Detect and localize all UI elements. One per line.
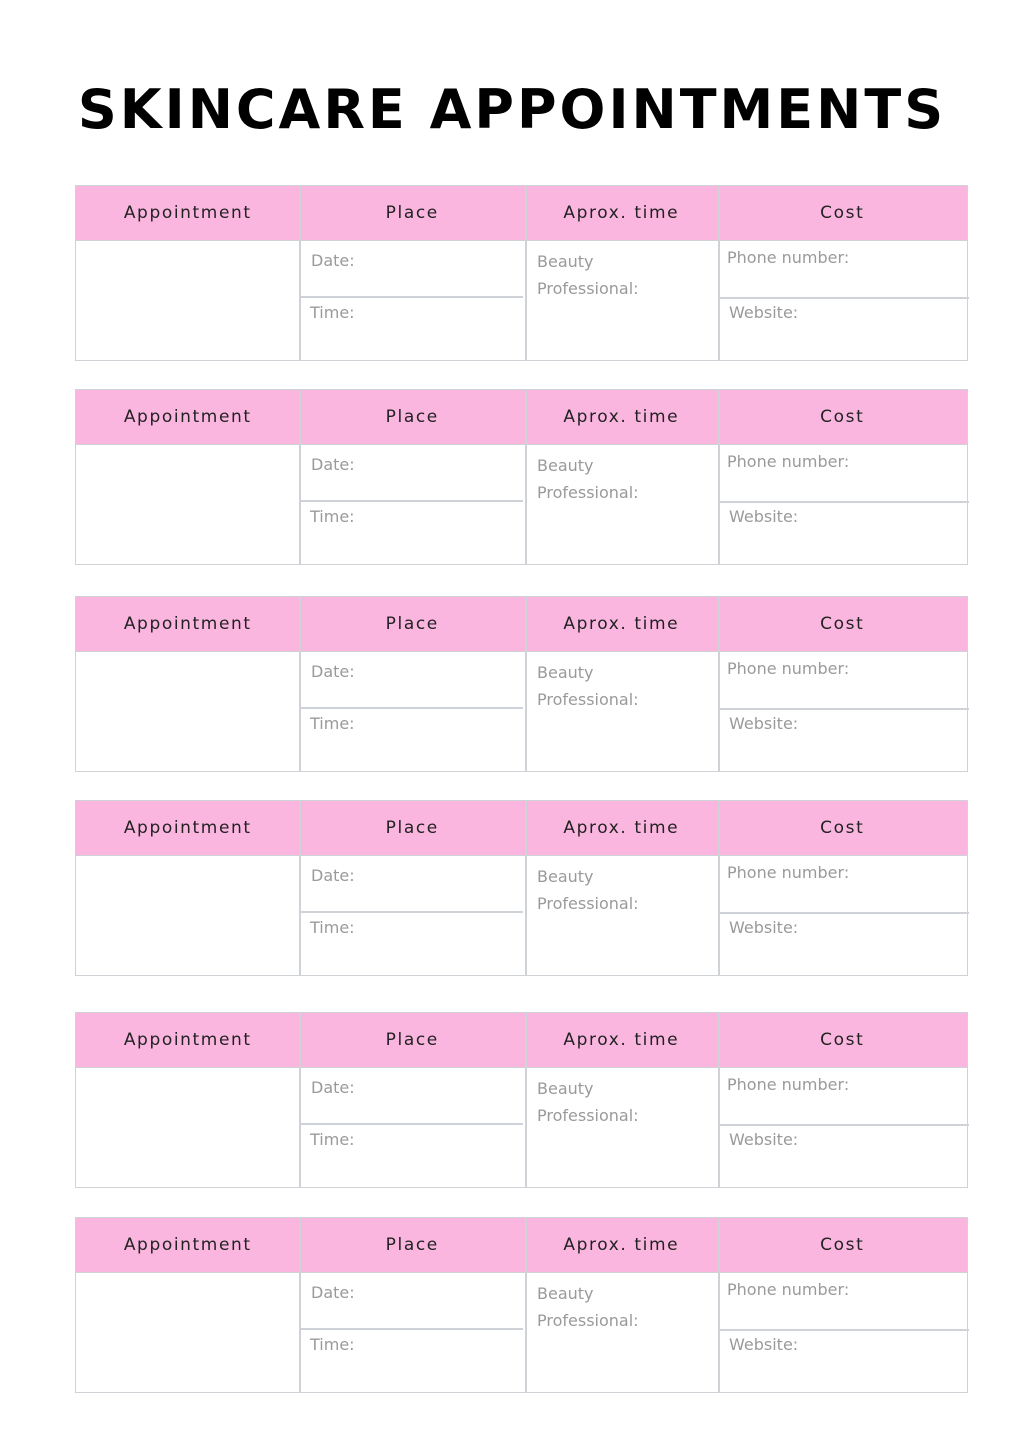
card-header xyxy=(76,390,967,445)
col-appointment-header: Appointment xyxy=(123,1030,252,1050)
website-field[interactable]: Website: xyxy=(729,1130,799,1149)
col-appointment-header: Appointment xyxy=(123,614,252,634)
beauty-professional-field[interactable]: Beauty Professional: xyxy=(537,252,639,298)
beauty-professional-field[interactable]: Beauty Professional: xyxy=(537,1079,639,1125)
row-divider xyxy=(300,707,523,709)
date-field[interactable]: Date: xyxy=(311,662,355,681)
row-divider xyxy=(300,1328,523,1330)
column-divider xyxy=(525,801,527,975)
col-place-header: Place xyxy=(385,1030,439,1050)
column-divider xyxy=(718,186,720,360)
card-header xyxy=(76,1013,967,1068)
col-place-header: Place xyxy=(385,1235,439,1255)
website-field[interactable]: Website: xyxy=(729,918,799,937)
col-cost-header: Cost xyxy=(820,1030,865,1050)
column-divider xyxy=(718,1218,720,1392)
col-time-header: Aprox. time xyxy=(563,818,680,838)
col-cost-header: Cost xyxy=(820,203,865,223)
row-divider xyxy=(719,912,969,914)
card-header xyxy=(76,597,967,652)
row-divider xyxy=(719,708,969,710)
col-appointment-header: Appointment xyxy=(123,407,252,427)
col-appointment-header: Appointment xyxy=(123,818,252,838)
appointment-card xyxy=(75,1217,968,1393)
website-field[interactable]: Website: xyxy=(729,714,799,733)
phone-number-field[interactable]: Phone number: xyxy=(727,1075,850,1094)
appointment-field[interactable] xyxy=(78,1274,298,1390)
row-divider xyxy=(719,1124,969,1126)
time-field[interactable]: Time: xyxy=(310,507,355,526)
col-cost-header: Cost xyxy=(820,1235,865,1255)
appointment-field[interactable] xyxy=(78,1069,298,1185)
date-field[interactable]: Date: xyxy=(311,866,355,885)
column-divider xyxy=(299,801,301,975)
appointment-card xyxy=(75,1012,968,1188)
phone-number-field[interactable]: Phone number: xyxy=(727,1280,850,1299)
column-divider xyxy=(718,390,720,564)
beauty-professional-field[interactable]: Beauty Professional: xyxy=(537,1284,639,1330)
column-divider xyxy=(525,1013,527,1187)
col-time-header: Aprox. time xyxy=(563,407,680,427)
col-time-header: Aprox. time xyxy=(563,614,680,634)
column-divider xyxy=(718,597,720,771)
appointment-card xyxy=(75,596,968,772)
col-time-header: Aprox. time xyxy=(563,1235,680,1255)
phone-number-field[interactable]: Phone number: xyxy=(727,659,850,678)
row-divider xyxy=(719,501,969,503)
beauty-professional-field[interactable]: Beauty Professional: xyxy=(537,456,639,502)
time-field[interactable]: Time: xyxy=(310,714,355,733)
col-place-header: Place xyxy=(385,407,439,427)
column-divider xyxy=(718,801,720,975)
phone-number-field[interactable]: Phone number: xyxy=(727,863,850,882)
column-divider xyxy=(299,597,301,771)
date-field[interactable]: Date: xyxy=(311,251,355,270)
column-divider xyxy=(525,1218,527,1392)
col-cost-header: Cost xyxy=(820,614,865,634)
time-field[interactable]: Time: xyxy=(310,1335,355,1354)
col-appointment-header: Appointment xyxy=(123,203,252,223)
col-cost-header: Cost xyxy=(820,407,865,427)
col-place-header: Place xyxy=(385,203,439,223)
row-divider xyxy=(300,296,523,298)
col-appointment-header: Appointment xyxy=(123,1235,252,1255)
appointment-field[interactable] xyxy=(78,653,298,769)
appointment-field[interactable] xyxy=(78,242,298,358)
page-title: SKINCARE APPOINTMENTS xyxy=(77,78,947,141)
column-divider xyxy=(299,1218,301,1392)
appointment-card xyxy=(75,185,968,361)
time-field[interactable]: Time: xyxy=(310,1130,355,1149)
date-field[interactable]: Date: xyxy=(311,1283,355,1302)
phone-number-field[interactable]: Phone number: xyxy=(727,452,850,471)
time-field[interactable]: Time: xyxy=(310,918,355,937)
website-field[interactable]: Website: xyxy=(729,303,799,322)
column-divider xyxy=(299,390,301,564)
column-divider xyxy=(299,186,301,360)
appointment-card xyxy=(75,389,968,565)
column-divider xyxy=(525,597,527,771)
row-divider xyxy=(300,1123,523,1125)
website-field[interactable]: Website: xyxy=(729,1335,799,1354)
beauty-professional-field[interactable]: Beauty Professional: xyxy=(537,663,639,709)
date-field[interactable]: Date: xyxy=(311,455,355,474)
row-divider xyxy=(719,297,969,299)
date-field[interactable]: Date: xyxy=(311,1078,355,1097)
appointment-field[interactable] xyxy=(78,857,298,973)
card-header xyxy=(76,186,967,241)
column-divider xyxy=(525,390,527,564)
column-divider xyxy=(299,1013,301,1187)
col-time-header: Aprox. time xyxy=(563,203,680,223)
card-header xyxy=(76,1218,967,1273)
row-divider xyxy=(300,500,523,502)
row-divider xyxy=(300,911,523,913)
website-field[interactable]: Website: xyxy=(729,507,799,526)
column-divider xyxy=(718,1013,720,1187)
col-time-header: Aprox. time xyxy=(563,1030,680,1050)
column-divider xyxy=(525,186,527,360)
card-header xyxy=(76,801,967,856)
phone-number-field[interactable]: Phone number: xyxy=(727,248,850,267)
appointment-card xyxy=(75,800,968,976)
appointment-field[interactable] xyxy=(78,446,298,562)
col-cost-header: Cost xyxy=(820,818,865,838)
time-field[interactable]: Time: xyxy=(310,303,355,322)
col-place-header: Place xyxy=(385,614,439,634)
row-divider xyxy=(719,1329,969,1331)
beauty-professional-field[interactable]: Beauty Professional: xyxy=(537,867,639,913)
col-place-header: Place xyxy=(385,818,439,838)
